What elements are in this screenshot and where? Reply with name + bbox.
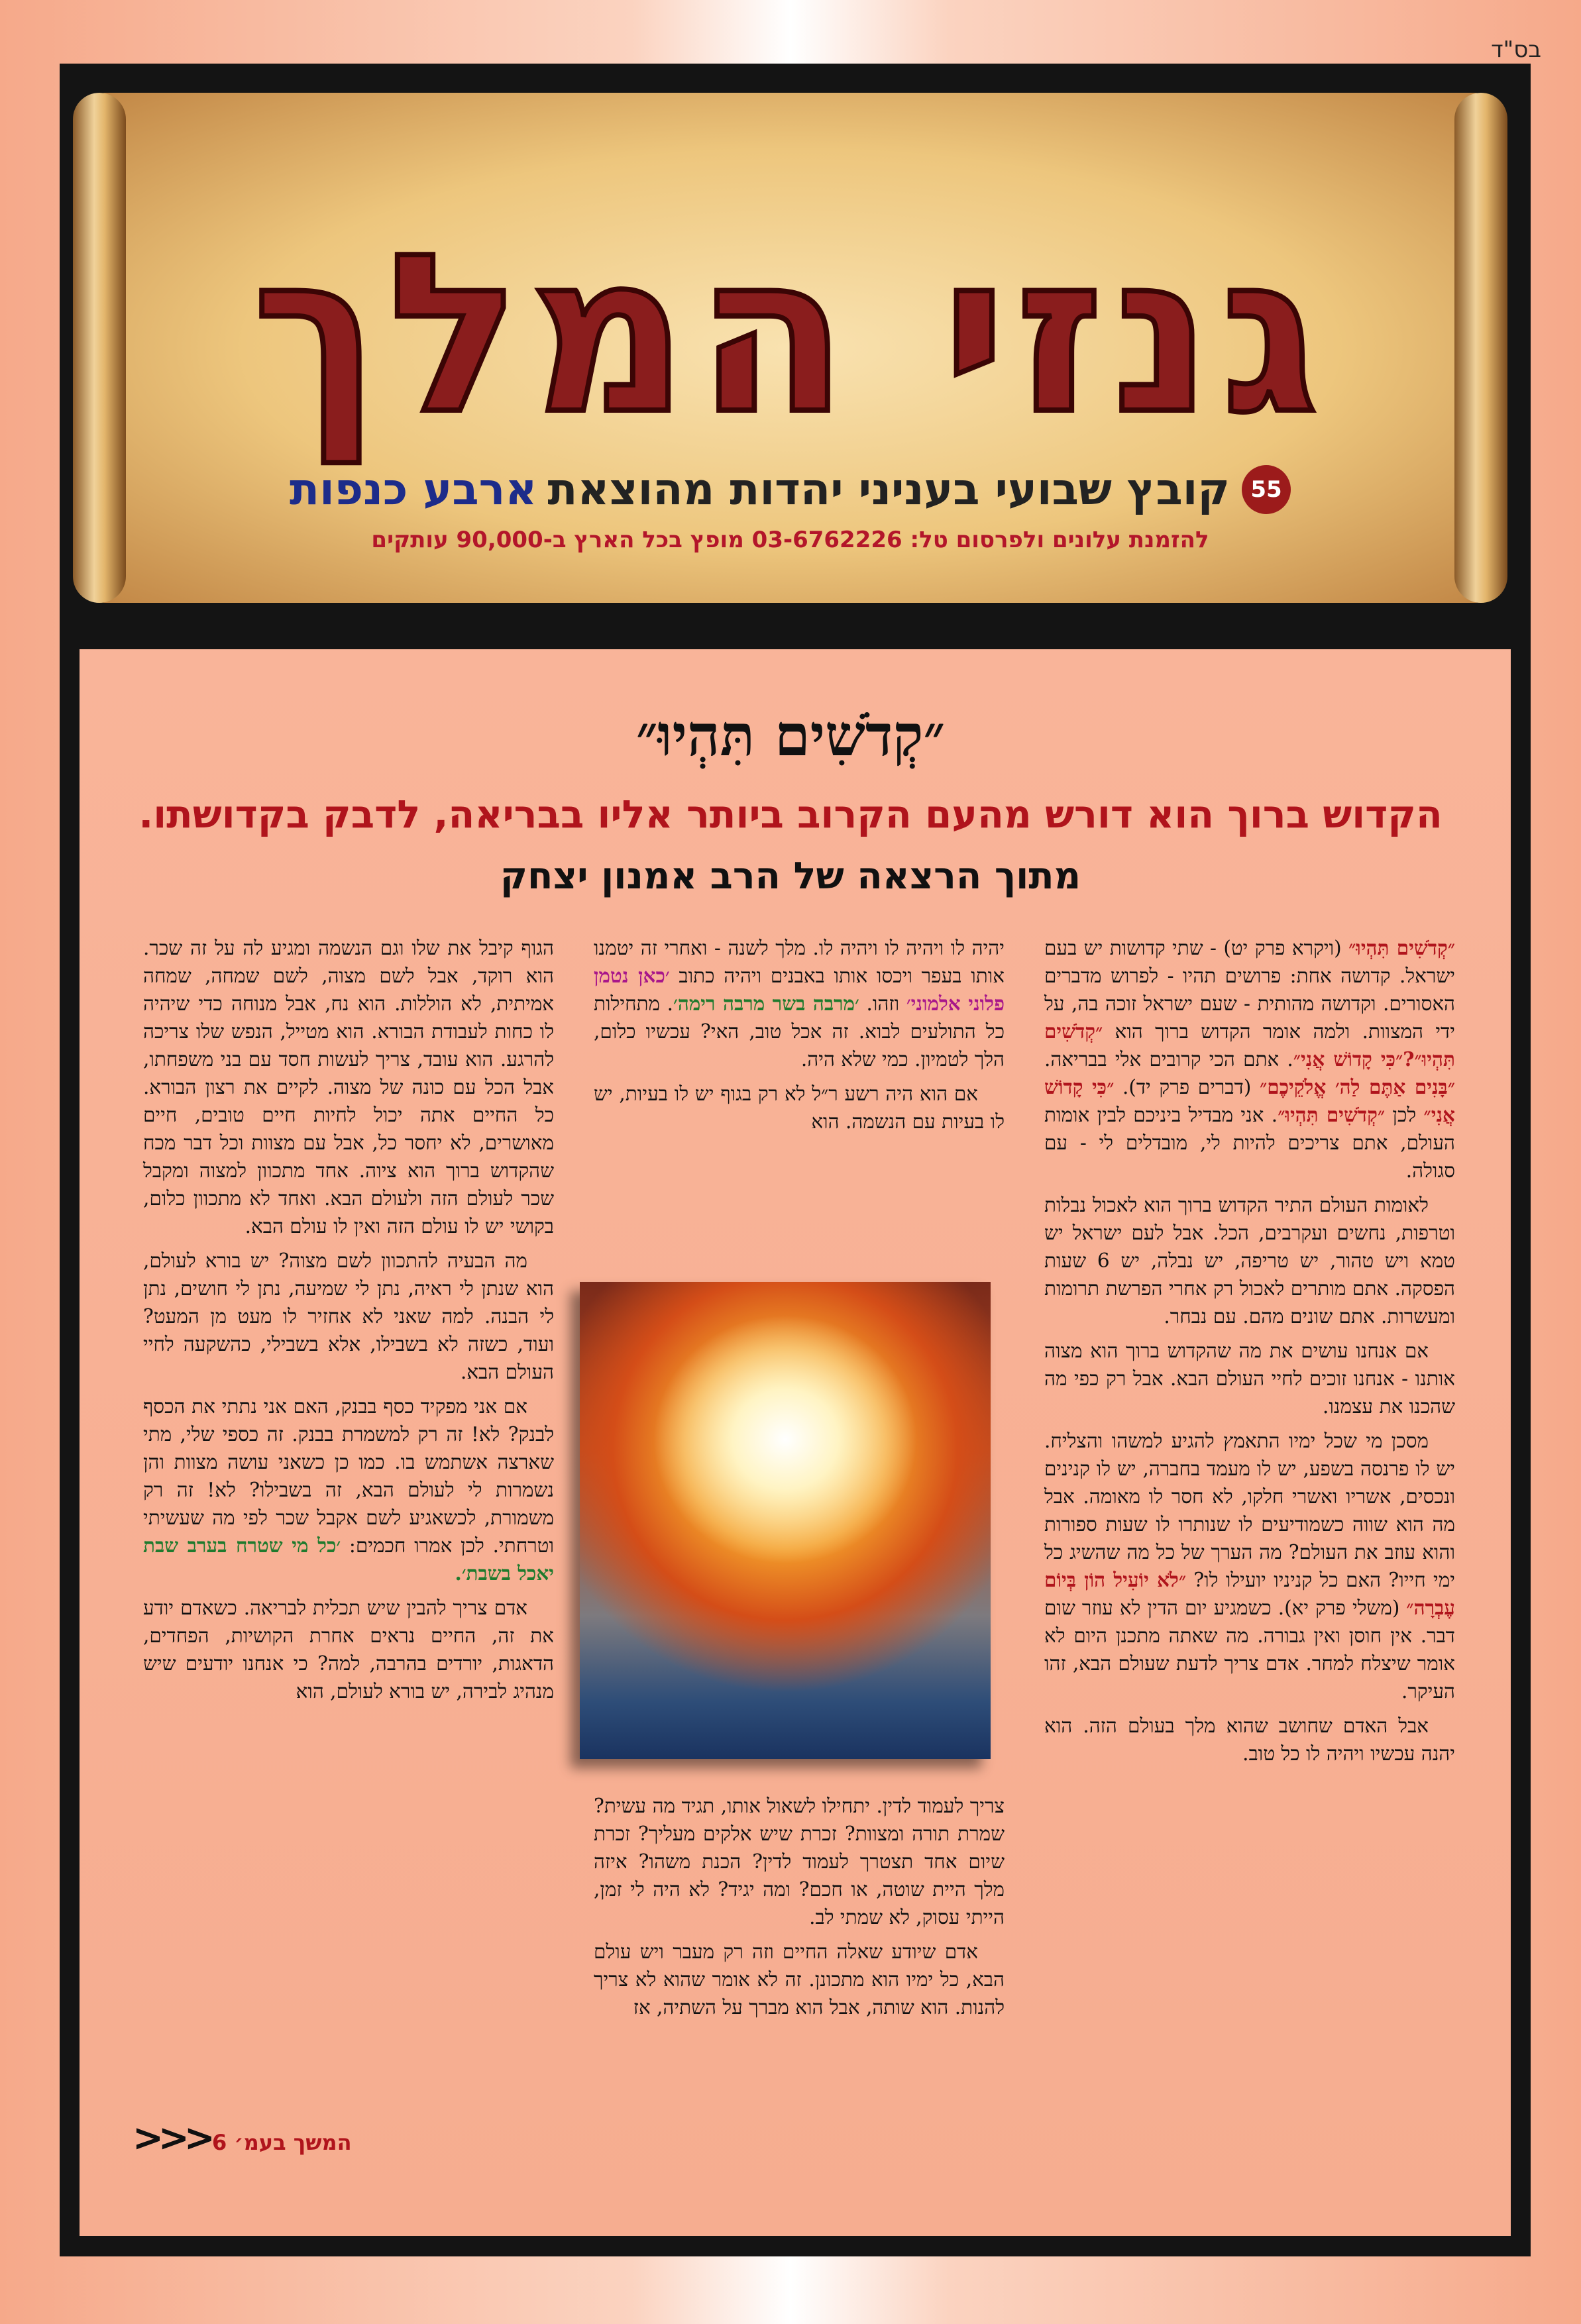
article-column-middle-bottom <box>594 1792 1005 2170</box>
text-run: אם אני מפקיד כסף בבנק, האם אני נתתי את הכסף לבנק? לא! זה רק למשמרת בבנק. זה כספי שלי, מתי שארצה אשתמש בו. כמו כן כשאני עושה מצוות והן נשמרות לי לעולם הבא, זה בשבילו? לא! זה רק משמורת, לכשאגיע לשם אקבל שכר לפי מה שעשיתי וטרחתי. לכן אמרו חכמים: <box>143 1395 555 1557</box>
masthead-scroll <box>86 93 1494 603</box>
text-run: וזהו. <box>859 992 906 1015</box>
text-run: (משלי פרק יא). כשמגיע יום הדין לא עוזר שום דבר. אין חוסן ואין גבורה. מה שאתה מתכנן היום לא אומר שיצלח למחר. אדם צריך לדעת שעולם הבא, זהו העיקר. <box>1044 1597 1455 1703</box>
text-run: . אתם הכי קרובים אלי בבריאה. <box>1044 1048 1293 1071</box>
scripture-quote: ״בָּנִים אַתֶּם לַה׳ אֱלֹקֵיכֶם״ <box>1259 1075 1455 1098</box>
paragraph <box>594 934 1005 1073</box>
issue-badge: 55 <box>1242 465 1291 514</box>
masthead-title: גנזי המלך <box>252 207 1328 462</box>
text-run: (ויקרא פרק יט) - שתי קדושות יש בעם ישראל. קדושה אחת: פרושים תהיו - לפרוש מדברים האסורים. וקדושה מהותית - שעם ישראל זוכה בה, על ידי המצוות. ולמה אומר הקדוש ברוך הוא <box>1044 937 1455 1043</box>
text-run: . מתחילות כל התולעים לבוא. זה אכל טוב, האי? עכשיו כלום, הלך לטמיון. כמי שלא היה. <box>594 992 1005 1071</box>
paragraph <box>143 1393 554 1587</box>
quote-green: ׳כל מי שטרח בערב שבת יאכל בשבת׳. <box>143 1534 554 1585</box>
paragraph: אדם צריך להבין שיש תכלית לבריאה. כשאדם יודע את זה, החיים נראים אחרת הקושיות, הפחדים, הדאגות, יורדים בהרבה, למה? כי אנחנו יודעים שיש מנהיג לבירה, יש בורא לעולם, הוא <box>143 1597 554 1703</box>
quote-green: ׳מרבה בשר מרבה רימה׳ <box>673 992 859 1015</box>
text-run: . אני מבדיל ביניכם לבין אומות העולם, אתם צריכים להיות לי, מובדלים לי - עם סגולה. <box>1044 1104 1455 1182</box>
paragraph: אדם שיודע שאלה החיים וזה רק מעבר ויש עולם הבא, כל ימיו הוא מתכונן. זה לא אומר שהוא לא צריך להנות. הוא שותה, אבל הוא מברך על השתיה, אז <box>594 1940 1005 2019</box>
continued-note[interactable]: המשך בעמ׳ 6 <box>212 2130 352 2155</box>
scripture-quote: ״כִּי קָדוֹשׁ אֲנִי״ <box>1044 1075 1455 1126</box>
contact-line: להזמנת עלונים ולפרסום טל: 03-6762226 מופץ בכל הארץ ב-90,000 עותקים <box>371 527 1209 553</box>
masthead-tagline: קובץ שבועי בעניני יהדות מהוצאת <box>547 464 1230 515</box>
article-deck: הקדוש ברוך הוא דורש מהעם הקרוב ביותר אליו בבריאה, לדבק בקדושתו. <box>138 792 1443 837</box>
sunburst-painting <box>580 1282 991 1759</box>
masthead-subtitle <box>86 464 1494 515</box>
article-byline: מתוך הרצאה של הרב אמנון יצחק <box>500 855 1081 898</box>
paragraph <box>1044 934 1455 1185</box>
paragraph: אם אנחנו עושים את מה שהקדוש ברוך הוא מצוה אותנו - אנחנו זוכים לחיי העולם הבא. אבל רק כפי מה שהכנו את עצמנו. <box>1044 1340 1455 1418</box>
quote-purple: ׳כאן נטמן פלוני אלמוני׳ <box>594 964 1005 1015</box>
continue-arrows-icon: <<< <box>133 2117 210 2160</box>
paragraph: אם הוא היה רשע ר״ל לא רק בגוף יש לו בעיות, יש לו בעיות עם הנשמה. הוא <box>594 1083 1005 1133</box>
article-column-middle-top <box>594 934 1005 1226</box>
paragraph: אבל האדם שחושב שהוא מלך בעולם הזה. הוא יהנה עכשיו ויהיה לו כל טוב. <box>1044 1715 1455 1765</box>
paragraph: מה הבעיה להתכוון לשם מצוה? יש בורא לעולם, הוא שנתן לי ראיה, נתן לי שמיעה, נתן לי חושים, נתן לי הבנה. למה שאני לא אחזיר לו מעט מן המעט? ועוד, כשזה לא בשבילו, אלא בשבילי, כהשקעה לחיי העולם הבא. <box>143 1249 554 1383</box>
paragraph: לאומות העולם התיר הקדוש ברוך הוא לאכול נבלות וטרפות, נחשים ועקרבים, הכל. אבל לעם ישראל יש טמא ויש טהור, יש טריפה, יש נבלה, יש 6 שעות הפסקה. אתם מותרים לאכול רק אחרי הפרשת תרומות ומעשרות. אתם שונים מהם. עם נבחר. <box>1044 1194 1455 1328</box>
text-run: לכן <box>1385 1104 1424 1126</box>
text-run: יהיה לו ויהיה לו ויהיה לו. מלך לשנה - ואחרי זה יטמנו אותו בעפר ויכסו אותו באבנים ויהיה כתוב <box>594 937 1005 987</box>
article-column-right <box>1044 934 1455 2146</box>
paragraph: הגוף קיבל את שלו וגם הנשמה ומגיע לה על זה שכר. הוא רוקד, אבל לשם מצוה, לשם שמחה, שמחה אמיתית, לא הוללות. הוא נח, אבל מנוחה כדי שיהיה לו כחות לעבודת הבורא. הוא מטייל, הנפש שלו צריכה להרגע. הוא עובד, צריך לעשות חסד עם בני משפחתו, אבל הכל עם כונה של מצוה. לקיים את רצון הבורא. כל החיים אתה יכול לחיות חיים טובים, חיים מאושרים, לא יחסר כל, אבל עם מצוות וכל דבר מכח שהקדוש ברוך הוא ציוה. אחד מתכוון למצוה ומקבל שכר לעולם הזה ולעולם הבא. ואחד לא מתכוון כלום, בקושי יש לו עולם הזה ואין לו עולם הבא. <box>143 937 554 1238</box>
article-headline: ״קְדֹשִׁים תִּהְיוּ״ <box>635 702 946 769</box>
paragraph: צריך לעמוד לדין. יתחילו לשאול אותו, תגיד מה עשית? שמרת תורה ומצוות? זכרת שיש אלקים מעליך? זכרת שיום אחד תצטרך לעמוד לדין? הכנת משהו? איזה מלך היית שוטה, או חכם? ומה יגיד? לא היה לי זמן, הייתי עסוק, לא שמתי לב. <box>594 1795 1005 1928</box>
article-column-left <box>143 934 554 2146</box>
publisher-logo: ארבע כנפות <box>290 464 537 515</box>
scripture-quote: ״קְדֹשִׁים תִּהְיוּ״ <box>1278 1103 1386 1126</box>
scripture-quote: ״קְדֹשִׁים תִּהְיוּ״? <box>1044 1020 1455 1071</box>
scripture-quote: ״כִּי קָדוֹשׁ אֲנִי״ <box>1293 1047 1403 1071</box>
paragraph <box>1044 1427 1455 1705</box>
scripture-quote: ״לֹא יוֹעִיל הוֹן בְּיוֹם עֶבְרָה״ <box>1044 1568 1455 1619</box>
bsd-mark: בס"ד <box>1491 36 1541 63</box>
text-run: מסכן מי שכל ימיו התאמץ להגיע למשהו והצליח. יש לו פרנסה בשפע, יש לו מעמד בחברה, יש לו קנינים ונכסים, אשריו ואשרי חלקו, לא חסר לו מאומה. אבל מה הוא שווה כשמודיעים לו שנותרו לו שעות ספורות והוא עוזב את העולם? מה הערך של כל מה שהשיג כל ימי חייו? האם כל קניניו יועילו לו? <box>1044 1430 1455 1591</box>
text-run: (דברים פרק יד). <box>1114 1076 1260 1098</box>
scripture-quote: ״קְדֹשִׁים תִּהְיוּ״ <box>1348 936 1455 959</box>
